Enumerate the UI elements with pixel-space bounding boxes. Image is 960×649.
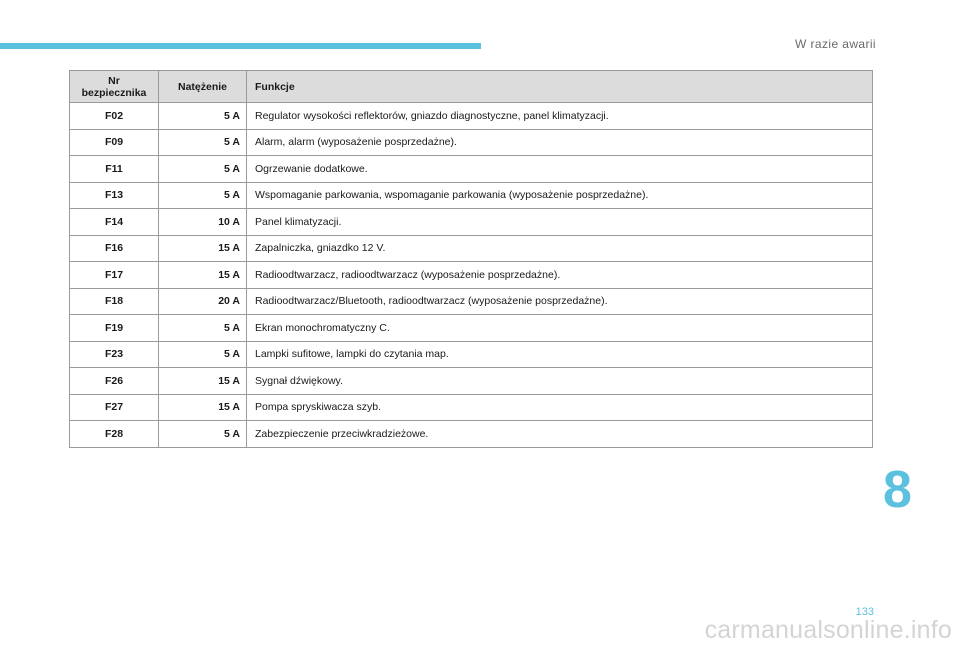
amperage-cell: 5 A — [159, 341, 247, 368]
page-number: 133 — [855, 606, 874, 618]
functions-cell: Wspomaganie parkowania, wspomaganie parkowania (wyposażenie posprzedażne). — [247, 182, 873, 209]
fuse-number-cell: F17 — [70, 262, 159, 289]
table-row — [70, 315, 873, 342]
header-accent-bar — [0, 43, 481, 49]
amperage-cell: 5 A — [159, 315, 247, 342]
fuse-number-cell: F11 — [70, 156, 159, 183]
fuse-number-cell: F18 — [70, 288, 159, 315]
column-header-amperage: Natężenie — [159, 71, 247, 103]
fuse-number-cell: F14 — [70, 209, 159, 236]
functions-cell: Lampki sufitowe, lampki do czytania map. — [247, 341, 873, 368]
fuse-number-cell: F16 — [70, 235, 159, 262]
functions-cell: Zapalniczka, gniazdko 12 V. — [247, 235, 873, 262]
functions-cell: Sygnał dźwiękowy. — [247, 368, 873, 395]
table-row — [70, 368, 873, 395]
table-row — [70, 156, 873, 183]
table-row — [70, 182, 873, 209]
table-row — [70, 235, 873, 262]
functions-cell: Ogrzewanie dodatkowe. — [247, 156, 873, 183]
table-row — [70, 341, 873, 368]
amperage-cell: 5 A — [159, 421, 247, 448]
fuse-number-cell: F28 — [70, 421, 159, 448]
fuse-number-cell: F13 — [70, 182, 159, 209]
amperage-cell: 5 A — [159, 129, 247, 156]
amperage-cell: 5 A — [159, 103, 247, 130]
functions-cell: Regulator wysokości reflektorów, gniazdo diagnostyczne, panel klimatyzacji. — [247, 103, 873, 130]
functions-cell: Alarm, alarm (wyposażenie posprzedażne). — [247, 129, 873, 156]
column-header-fuse-number: Nr bezpiecznika — [70, 71, 159, 103]
table-row — [70, 394, 873, 421]
functions-cell: Pompa spryskiwacza szyb. — [247, 394, 873, 421]
table-row — [70, 288, 873, 315]
fuse-number-cell: F27 — [70, 394, 159, 421]
amperage-cell: 15 A — [159, 235, 247, 262]
table-row — [70, 262, 873, 289]
fuse-number-cell: F26 — [70, 368, 159, 395]
column-header-functions: Funkcje — [247, 71, 873, 103]
amperage-cell: 15 A — [159, 394, 247, 421]
functions-cell: Panel klimatyzacji. — [247, 209, 873, 236]
fuse-table — [69, 70, 873, 448]
amperage-cell: 5 A — [159, 182, 247, 209]
functions-cell: Zabezpieczenie przeciwkradzieżowe. — [247, 421, 873, 448]
watermark: carmanualsonline.info — [704, 616, 952, 644]
fuse-number-cell: F09 — [70, 129, 159, 156]
amperage-cell: 5 A — [159, 156, 247, 183]
functions-cell: Radioodtwarzacz/Bluetooth, radioodtwarzacz (wyposażenie posprzedażne). — [247, 288, 873, 315]
table-header-row — [70, 71, 873, 103]
fuse-number-cell: F19 — [70, 315, 159, 342]
table-row — [70, 103, 873, 130]
amperage-cell: 15 A — [159, 262, 247, 289]
amperage-cell: 20 A — [159, 288, 247, 315]
table-row — [70, 421, 873, 448]
section-title: W razie awarii — [795, 37, 876, 51]
functions-cell: Radioodtwarzacz, radioodtwarzacz (wyposażenie posprzedażne). — [247, 262, 873, 289]
table-row — [70, 209, 873, 236]
functions-cell: Ekran monochromatyczny C. — [247, 315, 873, 342]
chapter-number: 8 — [883, 461, 912, 519]
fuse-number-cell: F02 — [70, 103, 159, 130]
amperage-cell: 10 A — [159, 209, 247, 236]
table-row — [70, 129, 873, 156]
fuse-number-cell: F23 — [70, 341, 159, 368]
amperage-cell: 15 A — [159, 368, 247, 395]
